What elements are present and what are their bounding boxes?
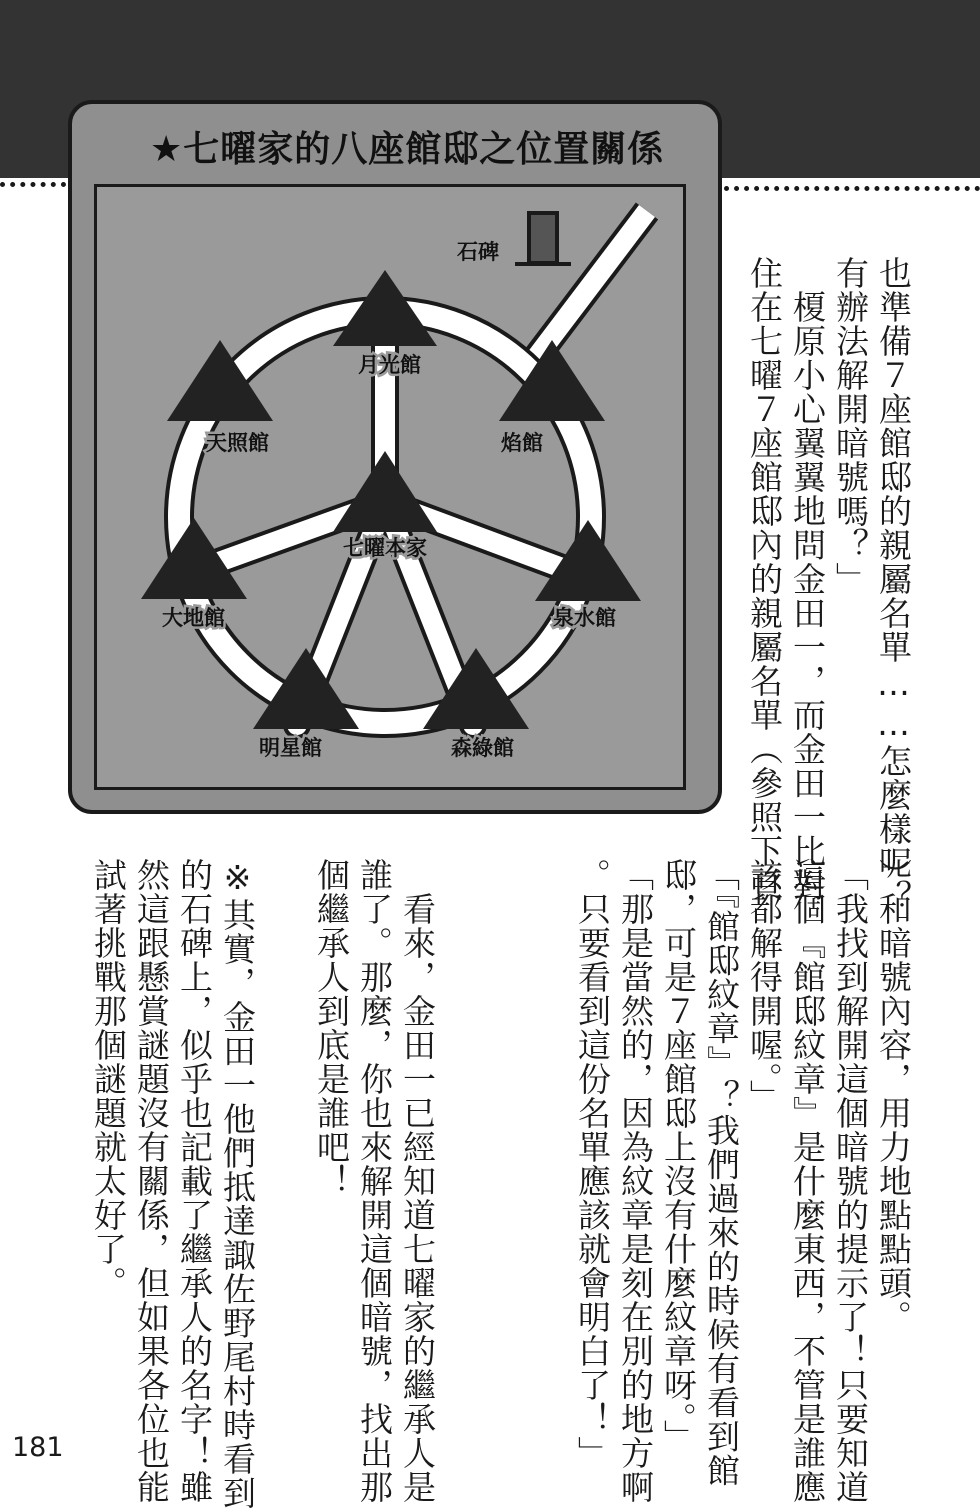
label-moonlight: 月光館 <box>358 353 421 377</box>
diagram-title: ★七曜家的八座館邸之位置關係 <box>150 129 665 170</box>
lower-text-column: 這個『館邸紋章』是什麼東西，不管是誰應 <box>788 858 827 1504</box>
upper-text-column: 榎原小心翼翼地問金田一，而金田一比對 <box>788 256 827 902</box>
lower-text-column: ）和暗號內容，用力地點點頭。 <box>874 858 913 1334</box>
lower-text-column: 「那是當然的，因為紋章是刻在別的地方啊 <box>616 858 655 1504</box>
note-text-column: ※其實，金田一他們抵達諏佐野尾村時看到 <box>218 858 257 1510</box>
note-text-column: 然這跟懸賞謎題沒有關係，但如果各位也能 <box>132 858 171 1504</box>
mansion-map-svg <box>97 187 683 787</box>
upper-text-column: 有辦法解開暗號嗎？」 <box>831 256 870 596</box>
label-sunshine: 天照館 <box>206 431 269 455</box>
dotted-divider-right <box>714 186 980 191</box>
page-number: 181 <box>12 1432 64 1463</box>
lower-text-column: 該都解得開喔。」 <box>745 858 784 1114</box>
upper-text-column: 也準備７座館邸的親屬名單……怎麼樣呢？ <box>874 256 913 914</box>
dotted-divider-left <box>0 182 66 187</box>
label-forest: 森綠館 <box>451 736 514 760</box>
upper-text-column: 住在七曜７座館邸內的親屬名單（參照下頁 <box>745 256 784 902</box>
label-earth: 大地館 <box>162 606 225 630</box>
mansion-map <box>94 184 686 790</box>
lower-text-column: 。只要看到這份名單應該就會明白了！」 <box>573 858 612 1470</box>
main-house-marker <box>333 451 437 532</box>
lower-text-column: 個繼承人到底是誰吧！ <box>312 858 351 1198</box>
note-text-column: 試著挑戰那個謎題就太好了。 <box>89 858 128 1300</box>
label-spring: 泉水館 <box>553 606 616 630</box>
diagram-panel <box>68 100 722 814</box>
label-star: 明星館 <box>259 736 322 760</box>
note-text-column: 的石碑上，似乎也記載了繼承人的名字！雖 <box>175 858 214 1504</box>
lower-text-column: 「我找到解開這個暗號的提示了！只要知道 <box>831 858 870 1504</box>
stele-icon <box>529 213 557 263</box>
label-stele: 石碑 <box>457 240 499 264</box>
label-main-house: 七曜本家 <box>343 536 427 560</box>
label-flame: 焰館 <box>501 431 543 455</box>
lower-text-column: 邸，可是７座館邸上沒有什麼紋章呀。」 <box>659 858 698 1454</box>
lower-text-column: 誰了。那麼，你也來解開這個暗號，找出那 <box>355 858 394 1504</box>
lower-text-column: 看來，金田一已經知道七曜家的繼承人是 <box>398 858 437 1504</box>
lower-text-column: 「『館邸紋章』？我們過來的時候有看到館 <box>702 858 741 1488</box>
